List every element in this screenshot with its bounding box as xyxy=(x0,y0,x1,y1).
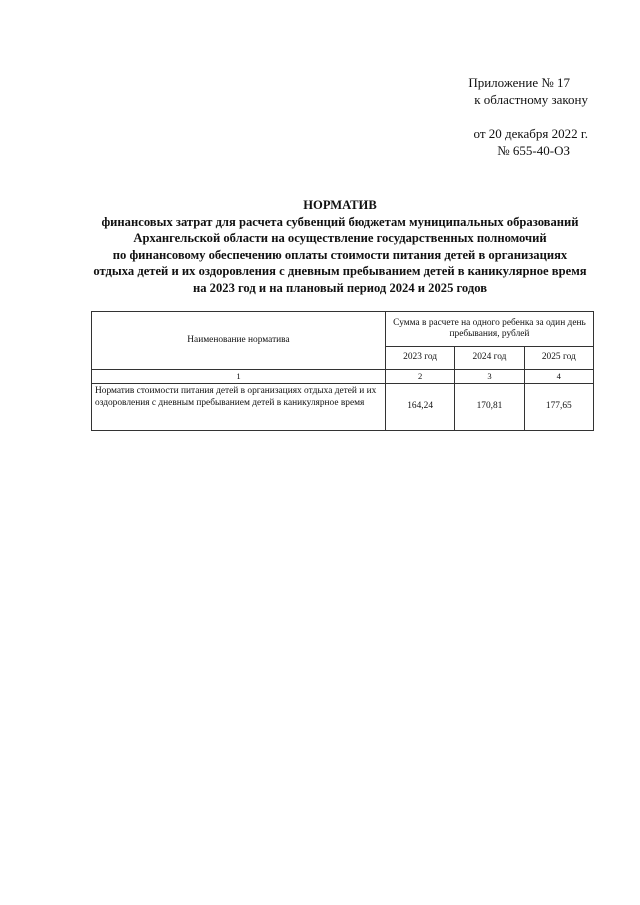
value-cell-2024: 170,81 xyxy=(455,384,524,431)
appendix-law-number: № 655-40-ОЗ xyxy=(497,143,570,158)
title-line: по финансовому обеспечению оплаты стоимости питания детей в организациях xyxy=(112,247,568,262)
appendix-law-date: от 20 декабря 2022 г. xyxy=(473,126,588,141)
appendix-header xyxy=(388,74,588,159)
value-cell-2025: 177,65 xyxy=(524,384,593,431)
column-number-cell: 2 xyxy=(385,370,454,384)
column-number-cell: 3 xyxy=(455,370,524,384)
norm-name-cell: Норматив стоимости питания детей в организациях отдыха детей и их оздоровления с дневным пребыванием детей в каникулярное время xyxy=(92,384,386,431)
table-header-row xyxy=(92,312,594,347)
header-year-cell: 2024 год xyxy=(455,347,524,370)
table-row xyxy=(92,384,594,431)
appendix-law-reference: к областному закону xyxy=(474,92,588,107)
title-line: Архангельской области на осуществление государственных полномочий xyxy=(133,231,547,246)
header-year-cell: 2025 год xyxy=(524,347,593,370)
header-name-cell: Наименование норматива xyxy=(92,312,386,370)
title-line: финансовых затрат для расчета субвенций бюджетам муниципальных образований xyxy=(101,214,579,229)
header-sum-cell: Сумма в расчете на одного ребенка за один день пребывания, рублей xyxy=(385,312,593,347)
appendix-number: Приложение № 17 xyxy=(468,75,570,90)
value-cell-2023: 164,24 xyxy=(385,384,454,431)
title-heading: НОРМАТИВ xyxy=(303,198,377,212)
column-number-cell: 4 xyxy=(524,370,593,384)
column-number-cell: 1 xyxy=(92,370,386,384)
column-number-row xyxy=(92,370,594,384)
title-line: отдыха детей и их оздоровления с дневным пребыванием детей в каникулярное время xyxy=(93,264,587,279)
title-line: на 2023 год и на плановый период 2024 и 2025 годов xyxy=(192,280,488,295)
norm-table xyxy=(91,311,594,431)
document-title xyxy=(60,197,620,297)
header-year-cell: 2023 год xyxy=(385,347,454,370)
